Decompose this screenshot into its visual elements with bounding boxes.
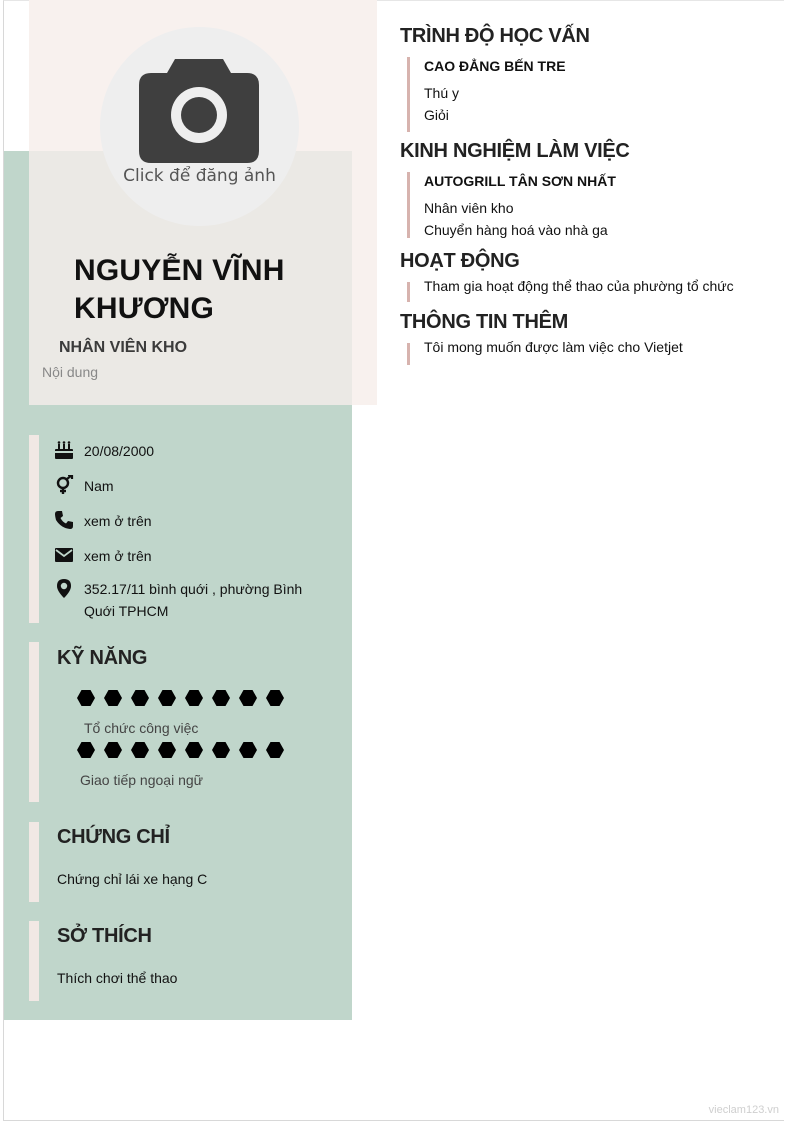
experience-description[interactable]: Chuyển hàng hoá vào nhà ga xyxy=(424,222,608,238)
skill-rating-2[interactable] xyxy=(77,742,284,758)
skill-rating-1[interactable] xyxy=(77,690,284,706)
rating-hexagon-icon xyxy=(158,690,176,706)
avatar-upload[interactable] xyxy=(100,27,299,226)
phone-text: xem ở trên xyxy=(84,513,152,529)
location-pin-icon xyxy=(54,578,74,598)
additional-description[interactable]: Tôi mong muốn được làm việc cho Vietjet xyxy=(424,339,683,355)
certificate-item[interactable]: Chứng chỉ lái xe hạng C xyxy=(57,871,208,887)
experience-company[interactable]: AUTOGRILL TÂN SƠN NHẤT xyxy=(424,173,616,189)
rating-hexagon-icon xyxy=(77,690,95,706)
activities-title: HOẠT ĐỘNG xyxy=(400,250,520,272)
birthday-text: 20/08/2000 xyxy=(84,443,155,459)
experience-title: KINH NGHIỆM LÀM VIỆC xyxy=(400,140,630,162)
rating-hexagon-icon xyxy=(239,690,257,706)
education-title: TRÌNH ĐỘ HỌC VẤN xyxy=(400,25,590,47)
camera-icon xyxy=(139,55,259,163)
rating-hexagon-icon xyxy=(266,690,284,706)
rating-hexagon-icon xyxy=(212,690,230,706)
contact-box-accent xyxy=(29,435,39,623)
birthday-cake-icon xyxy=(54,440,74,460)
phone-icon xyxy=(54,510,74,530)
rating-hexagon-icon xyxy=(185,690,203,706)
contact-birthday[interactable] xyxy=(54,440,324,462)
experience-position[interactable]: Nhân viên kho xyxy=(424,200,514,216)
additional-title: THÔNG TIN THÊM xyxy=(400,311,569,333)
job-description[interactable]: Nội dung xyxy=(42,364,99,380)
skill-name-1[interactable]: Tổ chức công việc xyxy=(84,720,199,736)
address-text: 352.17/11 bình quới , phường Bình Quới TPHCM xyxy=(84,581,303,619)
hobbies-box-accent xyxy=(29,921,39,1001)
activities-description[interactable]: Tham gia hoạt động thể thao của phường tổ chức xyxy=(424,278,734,294)
rating-hexagon-icon xyxy=(104,690,122,706)
rating-hexagon-icon xyxy=(239,742,257,758)
rating-hexagon-icon xyxy=(212,742,230,758)
hobbies-title: SỞ THÍCH xyxy=(57,925,152,947)
certificates-box-accent xyxy=(29,822,39,902)
rating-hexagon-icon xyxy=(266,742,284,758)
activities-accent-bar xyxy=(407,282,410,302)
certificates-title: CHỨNG CHỈ xyxy=(57,826,170,848)
contact-email[interactable] xyxy=(54,545,324,567)
education-major[interactable]: Thú y xyxy=(424,85,460,101)
gender-icon xyxy=(54,475,74,495)
name-line-2: KHƯƠNG xyxy=(74,292,215,325)
contact-gender[interactable] xyxy=(54,475,324,497)
additional-accent-bar xyxy=(407,343,410,365)
rating-hexagon-icon xyxy=(104,742,122,758)
skills-box-accent xyxy=(29,642,39,802)
photo-caption: Click để đăng ảnh xyxy=(123,166,276,186)
contact-phone[interactable] xyxy=(54,510,324,532)
hobby-item[interactable]: Thích chơi thể thao xyxy=(57,970,178,986)
experience-accent-bar xyxy=(407,172,410,238)
education-school[interactable]: CAO ĐẲNG BẾN TRE xyxy=(424,58,566,74)
rating-hexagon-icon xyxy=(131,690,149,706)
rating-hexagon-icon xyxy=(158,742,176,758)
job-title[interactable]: NHÂN VIÊN KHO xyxy=(59,339,188,356)
full-name[interactable] xyxy=(74,252,344,328)
gender-text: Nam xyxy=(84,478,114,494)
education-grade[interactable]: Giỏi xyxy=(424,107,449,123)
skill-name-2[interactable]: Giao tiếp ngoại ngữ xyxy=(80,772,204,788)
education-accent-bar xyxy=(407,57,410,132)
skills-title: KỸ NĂNG xyxy=(57,647,148,669)
rating-hexagon-icon xyxy=(185,742,203,758)
rating-hexagon-icon xyxy=(77,742,95,758)
email-text: xem ở trên xyxy=(84,548,152,564)
watermark: vieclam123.vn xyxy=(708,1104,779,1116)
email-icon xyxy=(54,545,74,565)
name-line-1: NGUYỄN VĨNH xyxy=(74,254,285,287)
contact-address[interactable] xyxy=(54,578,324,622)
rating-hexagon-icon xyxy=(131,742,149,758)
